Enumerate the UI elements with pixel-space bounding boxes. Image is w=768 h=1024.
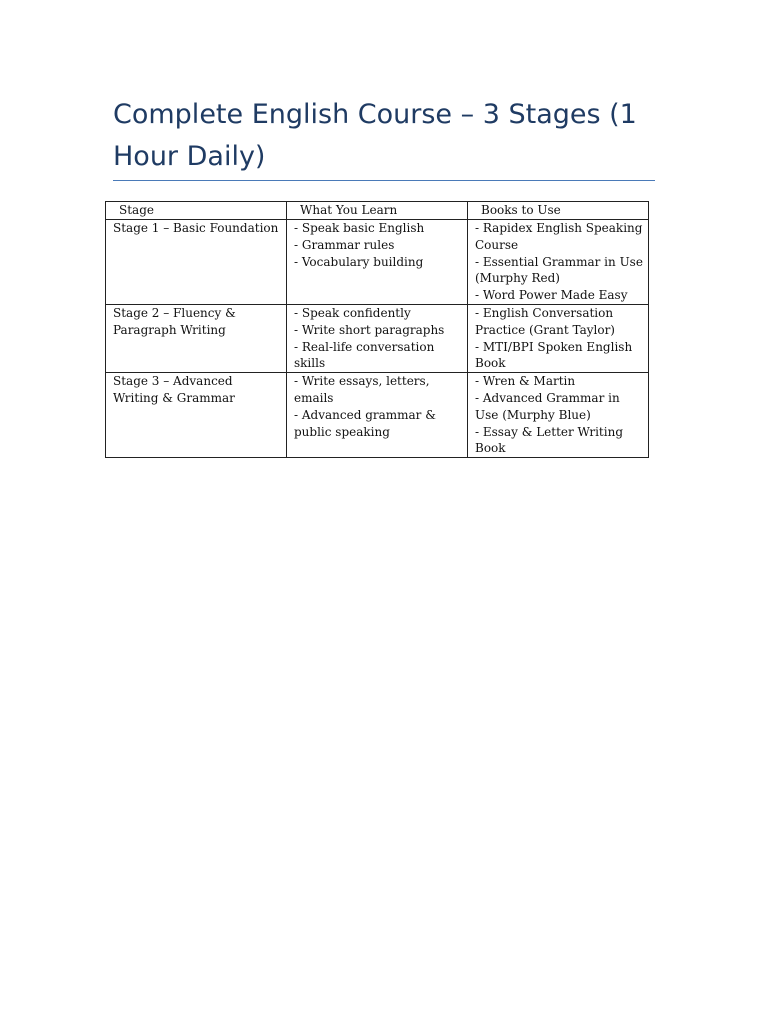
learn-cell (287, 373, 468, 458)
book-item: - Rapidex English Speaking Course (475, 221, 643, 252)
course-table (105, 201, 649, 458)
table-header-row (106, 202, 649, 220)
book-item: - Essay & Letter Writing Book (475, 424, 623, 456)
document-title: Complete English Course – 3 Stages (1 Hour Daily) (113, 99, 637, 172)
book-item: - Wren & Martin (475, 374, 576, 389)
book-item: - English Conversation Practice (Grant Taylor) (475, 305, 615, 337)
header-what-you-learn: What You Learn (287, 202, 468, 220)
books-cell (468, 304, 649, 372)
stage-cell: Stage 1 – Basic Foundation (106, 220, 287, 305)
book-item: - Essential Grammar in Use (Murphy Red) (475, 254, 643, 286)
learn-item: - Write essays, letters, emails (294, 374, 430, 405)
learn-item: - Real-life conversation skills (294, 339, 435, 371)
book-item: - MTI/BPI Spoken English Book (475, 339, 633, 371)
table-row (106, 373, 649, 458)
header-books-to-use: Books to Use (468, 202, 649, 220)
learn-cell (287, 304, 468, 372)
stage-cell: Stage 2 – Fluency & Paragraph Writing (106, 304, 287, 372)
learn-item: - Grammar rules (294, 237, 395, 252)
learn-cell (287, 220, 468, 305)
books-cell (468, 220, 649, 305)
header-stage: Stage (106, 202, 287, 220)
title-underline (113, 180, 655, 181)
table-row (106, 304, 649, 372)
table-row (106, 220, 649, 305)
learn-item: - Advanced grammar & public speaking (294, 407, 436, 439)
learn-item: - Write short paragraphs (294, 322, 445, 337)
book-item: - Advanced Grammar in Use (Murphy Blue) (475, 390, 620, 422)
stage-cell: Stage 3 – Advanced Writing & Grammar (106, 373, 287, 458)
learn-item: - Vocabulary building (294, 254, 424, 269)
learn-item: - Speak basic English (294, 221, 425, 235)
book-item: - Word Power Made Easy (475, 288, 628, 303)
books-cell (468, 373, 649, 458)
learn-item: - Speak confidently (294, 305, 411, 320)
